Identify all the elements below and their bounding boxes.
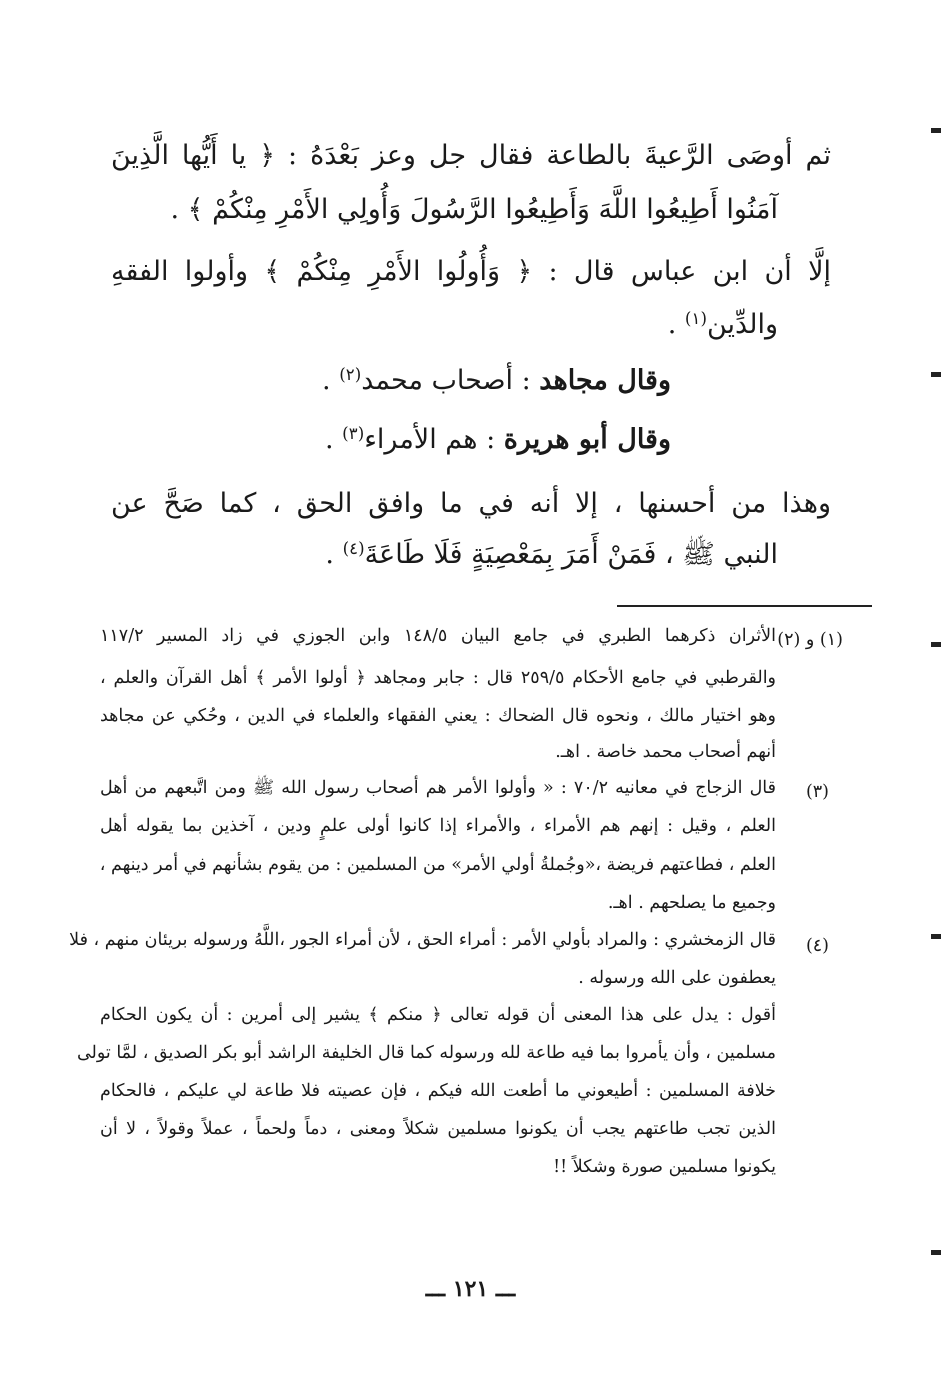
footnote-ref-3: (٣) [342,423,365,443]
footnote-1-line-4: أنهم أصحاب محمد خاصة . اهـ. [555,742,776,762]
main-line-8 [325,538,778,571]
main-line-7: وهذا من أحسنها ، إلا أنه في ما وافق الحق ، كما صَحَّ عن [111,488,831,519]
edge-mark [931,1250,941,1255]
main-line-3: إلَّا أن ابن عباس قال : ﴿ وَأُولُوا الأَمْرِ مِنْكُمْ ﴾ وأولوا الفقهِ [111,256,831,287]
footnote-1-line-3: وهو اختيار مالك ، ونحوه قال الضحاك : يعني الفقهاء والعلماء في الدين ، وحُكي عن مجاهد [100,706,776,726]
footnote-3-number: (٣) [805,782,829,802]
footnote-4-line-1: قال الزمخشري : والمراد بأولي الأمر : أمراء الحق ، لأن أمراء الجور ،اللَّهُ ورسوله بريئان منهم ، فلا [69,930,776,950]
main-line-4-end: . [667,309,685,341]
edge-mark [931,934,941,939]
edge-mark [931,642,941,647]
main-line-5-end: . [322,365,340,397]
footnote-3-line-2: العلم ، وقيل : إنهم هم الأمراء ، والأمراء إذا كانوا أولى علمٍ ودين ، آخذين بما يقوله أهل [100,816,776,836]
footnote-4-line-6: الذين تجب طاعتهم يجب أن يكونوا مسلمين شكلاً ومعنى ، دماً ولحماً ، عملاً وقولاً ، لا أن [100,1119,776,1139]
footnote-3-line-3: العلم ، فطاعتهم فريضة ،«وجُملةُ أولي الأمر» من المسلمين : من يقوم بشأنهم في أمر دينهم ، [99,855,776,875]
main-line-8-end: . [325,539,343,571]
edge-mark [931,128,941,133]
edge-mark [931,372,941,377]
main-line-1: ثم أوصَى الرَّعيةَ بالطاعة فقال جل وعز بَعْدَهُ : ﴿ يا أَيُّها الَّذِينَ [111,140,831,171]
footnote-ref-4: (٤) [342,538,365,558]
footnote-4-line-7: يكونوا مسلمين صورة وشكلاً !! [553,1157,776,1177]
main-line-5 [322,364,671,397]
footnote-4-line-4: مسلمين ، وأن يأمروا بما فيه طاعة لله ورسوله كما قال الخليفة الراشد أبو بكر الصديق ، لمَّا تولى [76,1043,776,1063]
main-line-6-end: . [325,424,343,456]
main-line-6-text: : هم الأمراء [364,424,504,456]
footnote-3-line-1: قال الزجاج في معانيه ٧٠/٢ : « وأولوا الأمر هم أصحاب رسول الله ﷺ ومن اتَّبعهم من أهل [100,778,776,798]
main-line-5-text: : أصحاب محمد [361,365,540,397]
footnote-4-number: (٤) [805,936,829,956]
main-line-4 [667,308,778,341]
footnote-1-2-number: (١) و (٢) [777,630,843,650]
main-line-6 [325,423,671,456]
mujahid-label: وقال مجاهد [539,365,671,397]
footnote-1-line-2: والقرطبي في جامع الأحكام ٢٥٩/٥ قال : جابر ومجاهد ﴿ أولوا الأمر ﴾ أهل القرآن والعلم ، [100,668,777,688]
footnote-4-line-2: يعطفون على الله ورسوله . [578,968,776,988]
main-line-8-text: النبي ﷺ ، فَمَنْ أَمَرَ بِمَعْصِيَةٍ فَلَا طَاعَةَ [364,539,778,571]
footnote-separator [617,605,872,607]
footnote-1-line-1: الأثران ذكرهما الطبري في جامع البيان ١٤٨/٥ وابن الجوزي في زاد المسير ١١٧/٢ [100,626,776,646]
footnote-ref-1: (١) [684,308,707,328]
footnote-3-line-4: وجميع ما يصلحهم . اهـ. [607,893,776,913]
footnote-ref-2: (٢) [339,364,362,384]
abu-hurayra-label: وقال أبو هريرة [503,424,671,456]
footnote-4-line-3: أقول : يدل على هذا المعنى أن قوله تعالى ﴿ منكم ﴾ يشير إلى أمرين : أن يكون الحكام [100,1005,776,1025]
footnote-4-line-5: خلافة المسلمين : أطيعوني ما أطعت الله فيكم ، فإن عصيته فلا طاعة لي عليكم ، فالحكام [100,1081,776,1101]
main-line-2: آمَنُوا أَطِيعُوا اللَّهَ وَأَطِيعُوا الرَّسُولَ وَأُولِي الأَمْرِ مِنْكُمْ ﴾ . [170,194,778,225]
main-line-4-text: والدِّين [706,309,778,341]
page-number: ـــ ١٢١ ـــ [425,1276,516,1302]
